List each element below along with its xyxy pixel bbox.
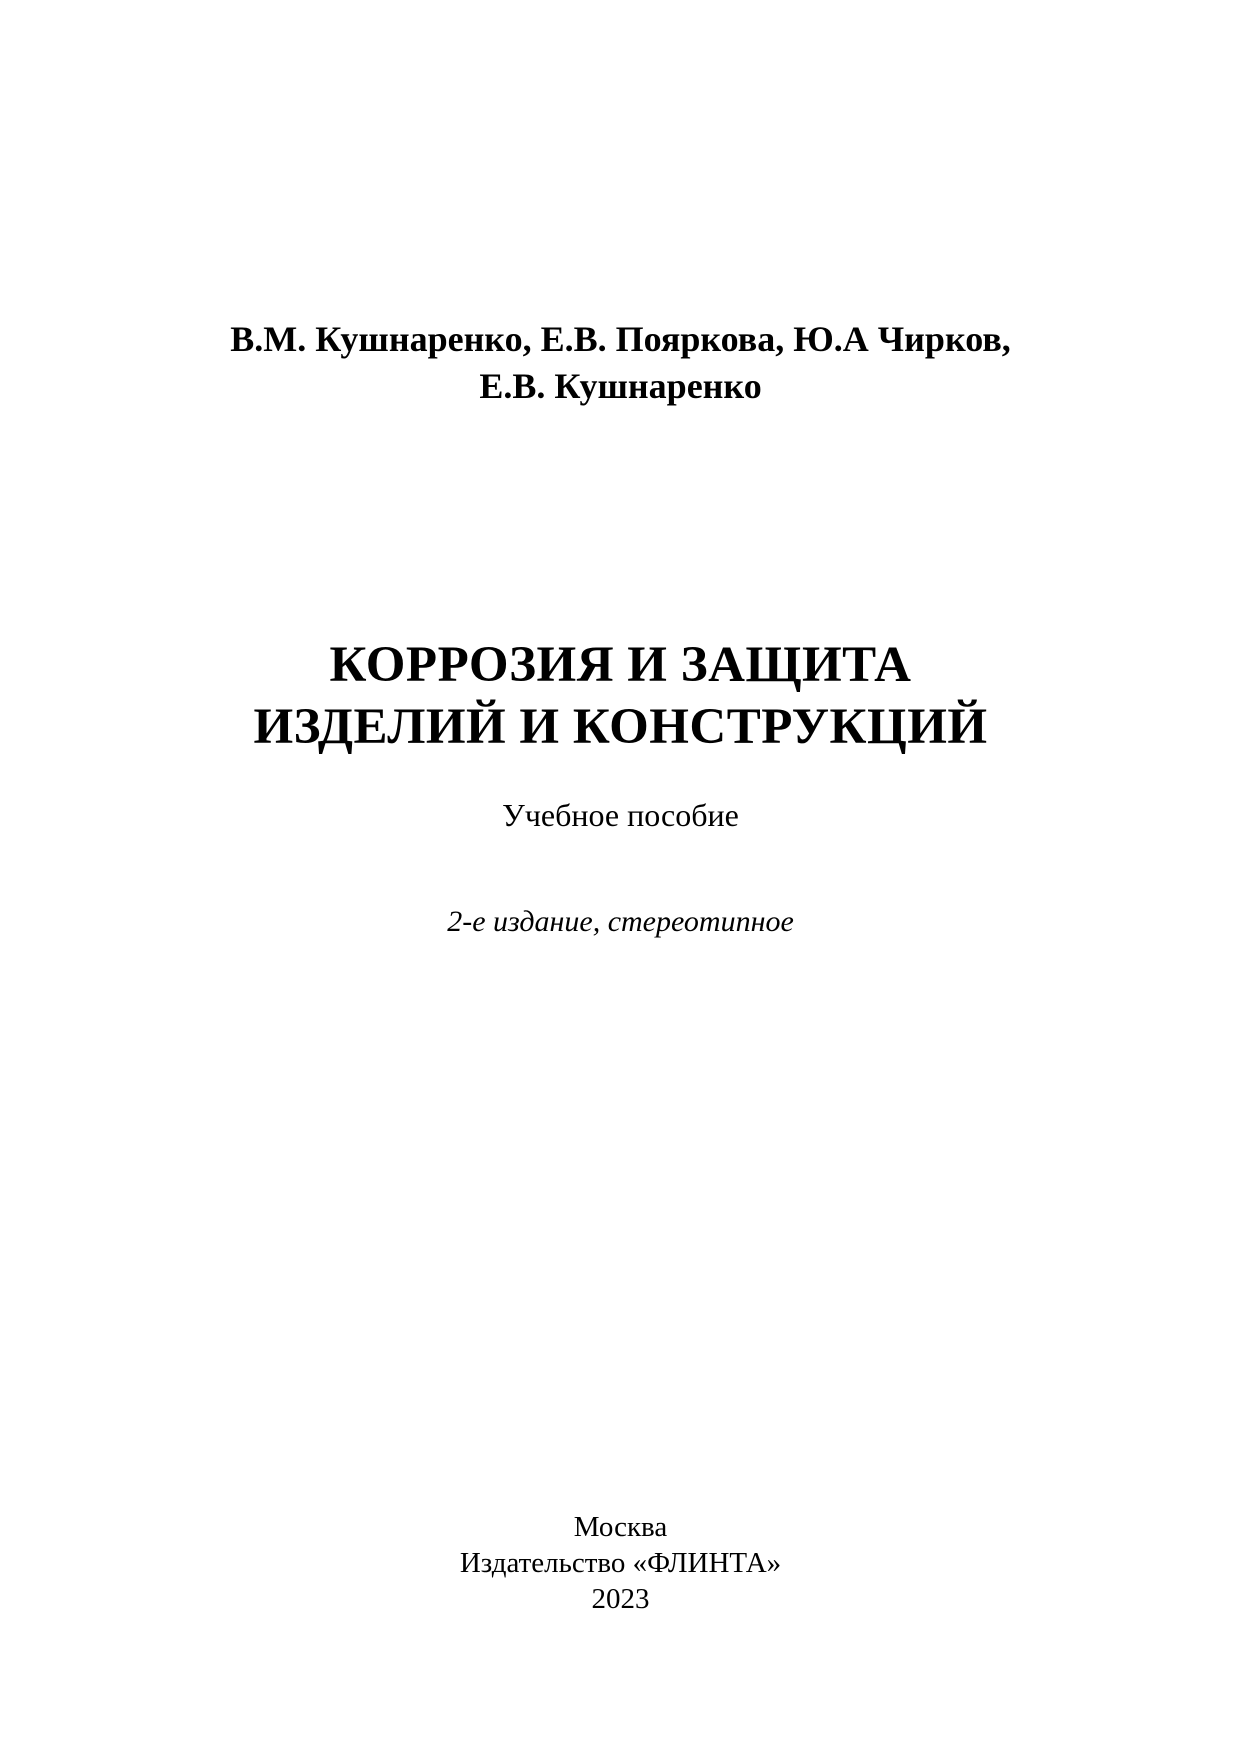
authors-line-1: В.М. Кушнаренко, Е.В. Пояркова, Ю.А Чирков, [230,319,1011,359]
book-title-line-1: КОРРОЗИЯ И ЗАЩИТА [329,637,912,693]
authors-line-2: Е.В. Кушнаренко [479,366,762,406]
imprint-year: 2023 [591,1583,650,1615]
book-subtitle: Учебное пособие [502,797,739,833]
imprint-city: Москва [573,1511,668,1543]
edition-note: 2-е издание, стереотипное [447,905,794,938]
book-title-line-2: ИЗДЕЛИЙ И КОНСТРУКЦИЙ [253,699,988,755]
imprint-publisher: Издательство «ФЛИНТА» [459,1547,782,1579]
